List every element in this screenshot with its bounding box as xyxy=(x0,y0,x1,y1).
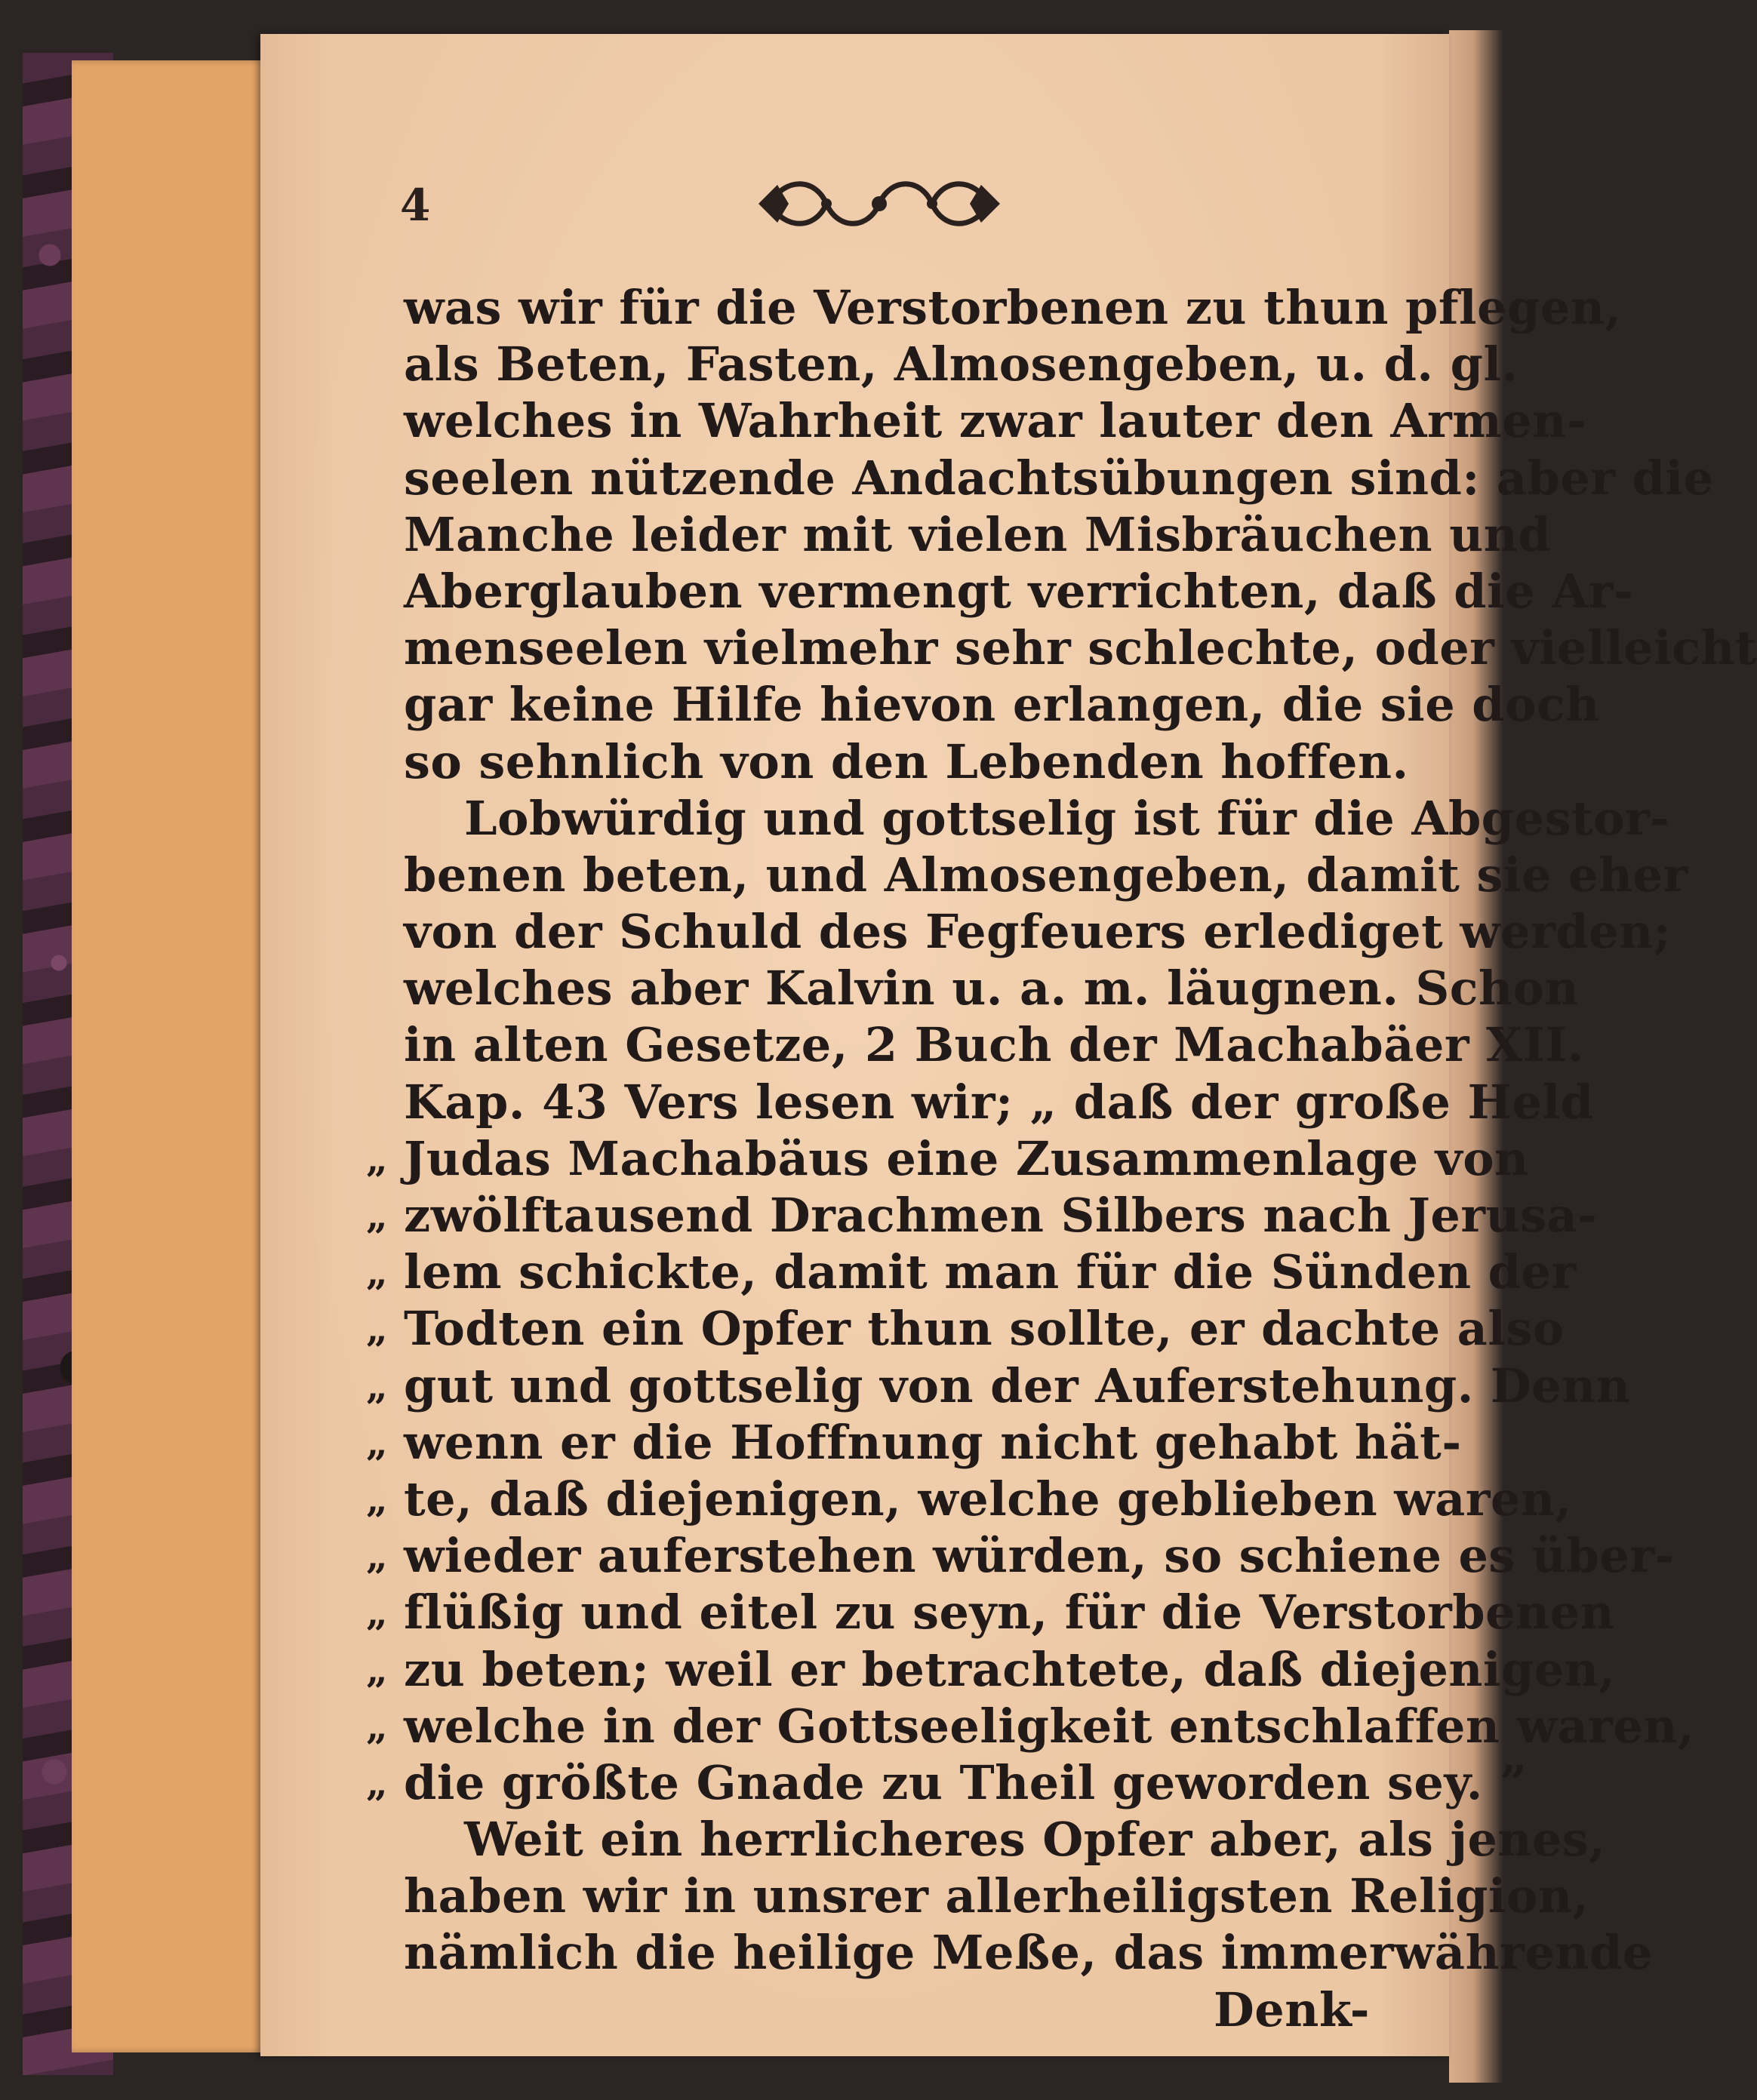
quote-mark: „ xyxy=(366,1363,389,1408)
endpaper xyxy=(72,60,268,2052)
text-line-content: in alten Gesetze, 2 Buch der Machabäer XII. xyxy=(404,1017,1584,1073)
text-line-content: welches in Wahrheit zwar lauter den Armen- xyxy=(404,393,1587,449)
text-line-content: so sehnlich von den Lebenden hoffen. xyxy=(404,733,1409,789)
text-line-content: zwölftausend Drachmen Silbers nach Jerusa- xyxy=(404,1188,1598,1243)
text-line-content: von der Schuld des Fegfeuers erlediget werden; xyxy=(404,904,1672,960)
text-line-content: gut und gottselig von der Auferstehung. Denn xyxy=(404,1357,1631,1413)
quote-mark: „ xyxy=(366,1646,389,1692)
text-line xyxy=(404,1074,1594,1130)
text-line xyxy=(366,1754,1528,1811)
text-line xyxy=(404,847,1688,903)
quote-mark: „ xyxy=(366,1250,389,1295)
text-line xyxy=(366,1300,1565,1357)
text-line-content: seelen nützende Andachtsübungen sind: aber die xyxy=(404,450,1714,506)
text-line xyxy=(404,960,1580,1016)
text-line xyxy=(404,392,1587,449)
text-line-content: te, daß diejenigen, welche geblieben waren, xyxy=(404,1471,1572,1527)
ornament-icon xyxy=(755,162,1004,245)
text-line-content: Weit ein herrlicheres Opfer aber, als jenes, xyxy=(464,1812,1606,1868)
text-line xyxy=(404,903,1672,960)
text-line-content: was wir für die Verstorbenen zu thun pflegen, xyxy=(404,280,1622,335)
text-line-content: Kap. 43 Vers lesen wir; „ daß der große Held xyxy=(404,1074,1594,1130)
quote-mark: „ xyxy=(366,1760,389,1805)
text-line-content: als Beten, Fasten, Almosengeben, u. d. gl. xyxy=(404,337,1519,392)
quote-mark: „ xyxy=(366,1419,389,1465)
text-line xyxy=(404,1982,1370,2038)
text-line xyxy=(404,450,1714,506)
text-line xyxy=(366,1187,1598,1244)
text-line xyxy=(366,1244,1577,1300)
text-line xyxy=(404,1868,1589,1924)
text-line-content: Denk- xyxy=(1214,1982,1370,2037)
text-line-content: Lobwürdig und gottselig ist für die Abgestor- xyxy=(464,790,1670,846)
quote-mark: „ xyxy=(366,1136,389,1181)
text-line xyxy=(404,1016,1584,1073)
text-line-content: Todten ein Opfer thun sollte, er dachte also xyxy=(404,1301,1565,1357)
quote-mark: „ xyxy=(366,1703,389,1748)
text-line xyxy=(366,1414,1462,1471)
text-line xyxy=(366,1527,1675,1584)
body-text xyxy=(366,279,1757,2038)
text-line-content: gar keine Hilfe hievon erlangen, die sie doch xyxy=(404,677,1600,733)
text-line xyxy=(404,563,1634,620)
text-line xyxy=(404,620,1757,676)
text-line-content: wenn er die Hoffnung nicht gehabt hät- xyxy=(404,1414,1462,1470)
text-line-content: lem schickte, damit man für die Sünden der xyxy=(404,1244,1577,1300)
text-line-content: die größte Gnade zu Theil geworden sey. ” xyxy=(404,1754,1528,1810)
quote-mark: „ xyxy=(366,1533,389,1579)
text-line-content: Aberglauben vermengt verrichten, daß die Ar- xyxy=(404,563,1634,619)
text-line xyxy=(366,1698,1694,1754)
text-line xyxy=(404,790,1670,847)
text-line xyxy=(366,1357,1631,1414)
text-line xyxy=(404,279,1622,336)
quote-mark: „ xyxy=(366,1306,389,1351)
quote-mark: „ xyxy=(366,1590,389,1635)
text-line xyxy=(404,336,1519,392)
text-line-content: welche in der Gottseeligkeit entschlaffen waren, xyxy=(404,1698,1694,1754)
text-line xyxy=(404,1811,1606,1868)
text-line-content: zu beten; weil er betrachtete, daß diejenigen, xyxy=(404,1641,1616,1697)
text-line xyxy=(404,1924,1653,1981)
text-line xyxy=(366,1584,1615,1640)
text-line xyxy=(404,506,1552,563)
text-line-content: menseelen vielmehr sehr schlechte, oder vielleicht xyxy=(404,620,1757,676)
quote-mark: „ xyxy=(366,1193,389,1238)
text-line-content: welches aber Kalvin u. a. m. läugnen. Schon xyxy=(404,961,1580,1016)
text-line-content: wieder auferstehen würden, so schiene es über- xyxy=(404,1528,1675,1584)
text-line-content: haben wir in unsrer allerheiligsten Religion, xyxy=(404,1868,1589,1924)
text-line xyxy=(366,1641,1616,1698)
text-line-content: benen beten, und Almosengeben, damit sie eher xyxy=(404,847,1688,902)
text-line xyxy=(366,1471,1572,1527)
text-line xyxy=(366,1130,1529,1187)
text-line xyxy=(404,676,1600,733)
quote-mark: „ xyxy=(366,1476,389,1521)
page-number: 4 xyxy=(400,180,431,231)
text-line-content: nämlich die heilige Meße, das immerwährende xyxy=(404,1925,1653,1981)
text-line-content: Manche leider mit vielen Misbräuchen und xyxy=(404,506,1552,562)
text-line-content: flüßig und eitel zu seyn, für die Verstorbenen xyxy=(404,1585,1615,1640)
text-line-content: Judas Machabäus eine Zusammenlage von xyxy=(404,1130,1529,1186)
text-line xyxy=(404,733,1409,790)
